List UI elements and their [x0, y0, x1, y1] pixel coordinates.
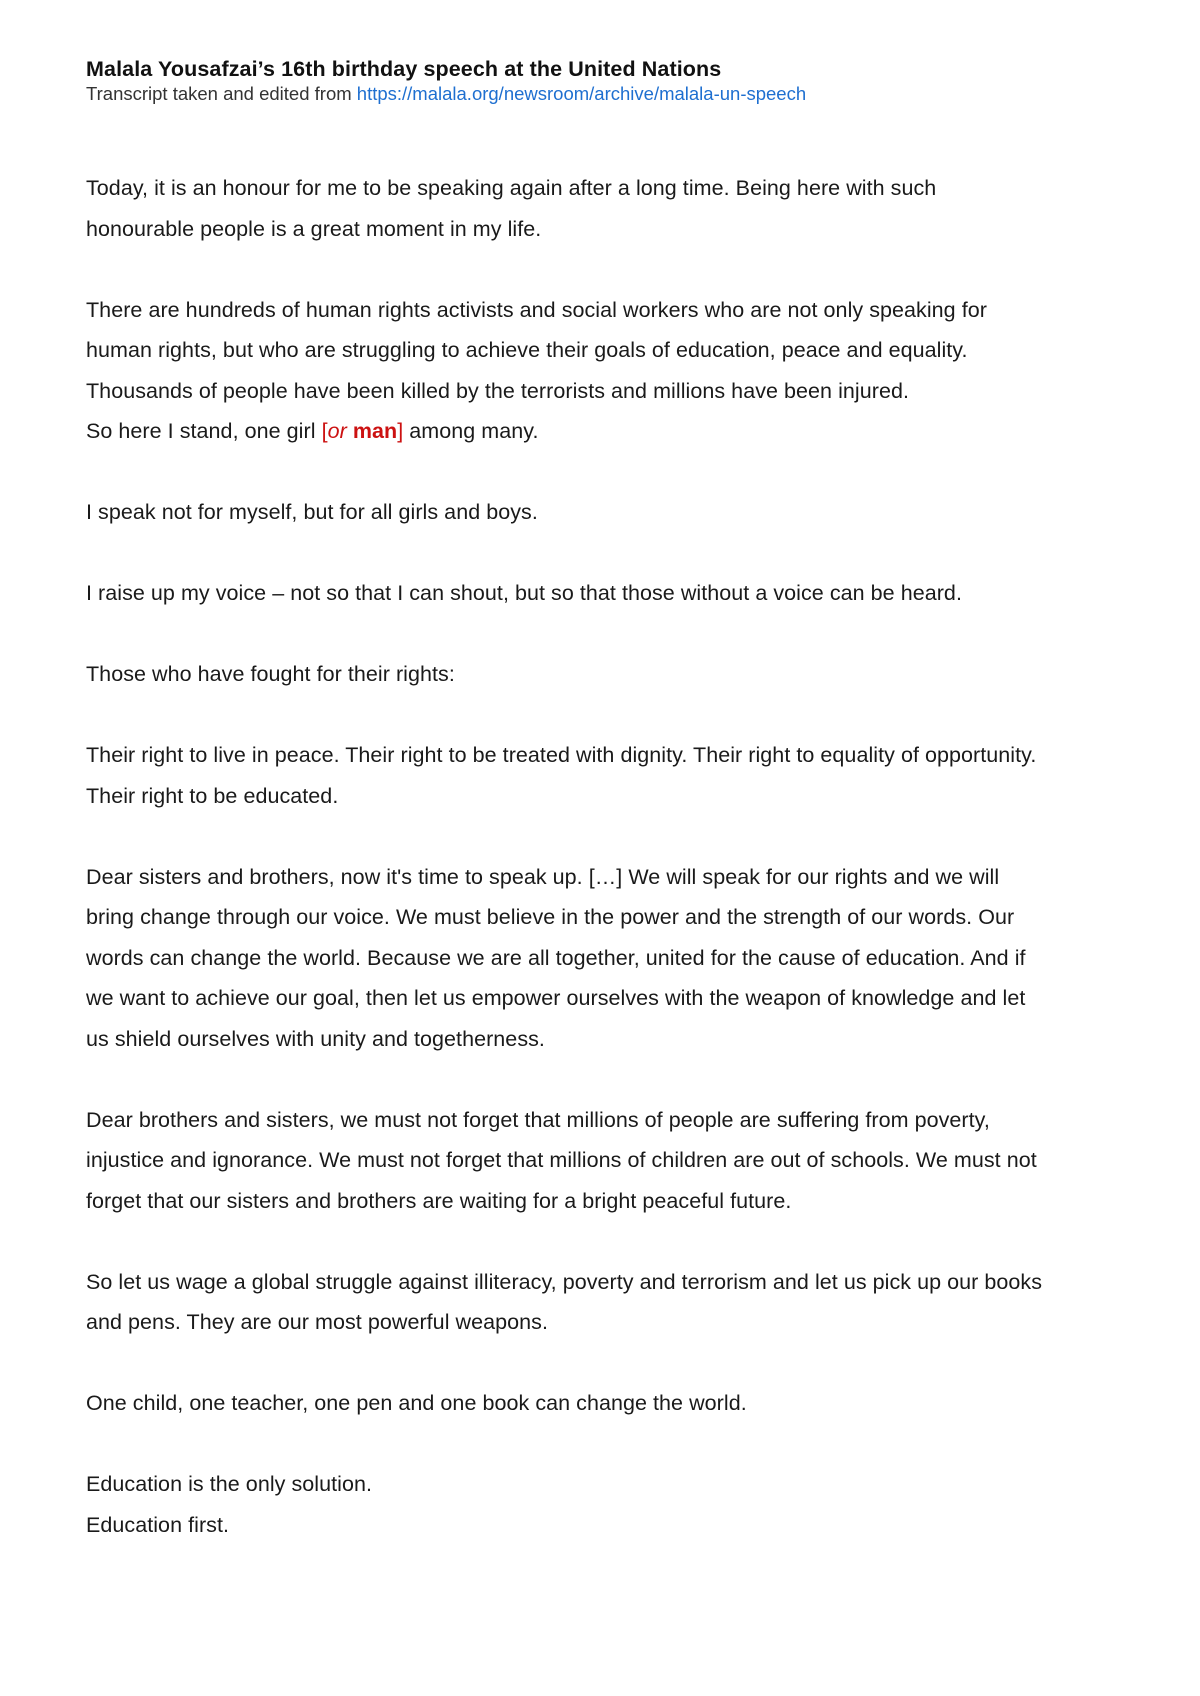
paragraph-line: Thousands of people have been killed by the terrorists and millions have been injured. — [86, 378, 909, 403]
paragraph-line: forget that our sisters and brothers are waiting for a bright peaceful future. — [86, 1188, 792, 1213]
paragraph — [86, 492, 1146, 533]
document-page — [86, 56, 1146, 1586]
paragraph — [86, 735, 1146, 816]
paragraph-line: Their right to be educated. — [86, 783, 339, 808]
paragraph-line: Education is the only solution. — [86, 1472, 373, 1496]
speech-body — [86, 168, 1146, 1545]
paragraph-line: Dear brothers and sisters, we must not forget that millions of people are suffering from poverty, — [86, 1107, 990, 1132]
paragraph-line: human rights, but who are struggling to achieve their goals of education, peace and equality. — [86, 338, 968, 362]
paragraph-line: we want to achieve our goal, then let us empower ourselves with the weapon of knowledge and let — [86, 986, 1026, 1010]
paragraph-line: bring change through our voice. We must believe in the power and the strength of our words. Our — [86, 905, 1015, 929]
paragraph-line: us shield ourselves with unity and togetherness. — [86, 1026, 545, 1051]
paragraph — [86, 1100, 1146, 1222]
paragraph-line: Their right to live in peace. Their right to be treated with dignity. Their right to equality of opportunity. — [86, 743, 1037, 767]
annotated-line — [86, 411, 1146, 452]
paragraph-line: I raise up my voice – not so that I can shout, but so that those without a voice can be heard. — [86, 581, 962, 605]
source-link[interactable]: https://malala.org/newsroom/archive/malala-un-speech — [356, 83, 807, 104]
paragraph-line: One child, one teacher, one pen and one book can change the world. — [86, 1391, 747, 1415]
annotation-or: or — [327, 419, 347, 443]
paragraph-line: injustice and ignorance. We must not forget that millions of children are out of schools. We must not — [86, 1148, 1037, 1172]
paragraph-line: and pens. They are our most powerful weapons. — [86, 1310, 548, 1334]
paragraph — [86, 1262, 1146, 1343]
paragraph — [86, 168, 1146, 249]
paragraph-line: Those who have fought for their rights: — [86, 662, 455, 686]
editor-annotation — [322, 419, 404, 443]
document-title: Malala Yousafzai’s 16th birthday speech at the United Nations — [86, 57, 722, 81]
paragraph — [86, 1464, 1146, 1545]
paragraph-line: There are hundreds of human rights activists and social workers who are not only speaking for — [86, 297, 987, 322]
paragraph — [86, 857, 1146, 1060]
annotation-man: man — [346, 419, 398, 443]
paragraph-line: I speak not for myself, but for all girls and boys. — [86, 500, 538, 524]
paragraph — [86, 290, 1146, 452]
paragraph-line: honourable people is a great moment in my life. — [86, 216, 542, 241]
paragraph — [86, 1383, 1146, 1424]
subtitle-prefix: Transcript taken and edited from — [86, 83, 357, 104]
paragraph-line: So let us wage a global struggle against illiteracy, poverty and terrorism and let us pick up our books — [86, 1269, 1043, 1294]
paragraph-line: words can change the world. Because we are all together, united for the cause of education. And if — [86, 945, 1026, 970]
document-subtitle — [86, 83, 1146, 105]
annotation-open-bracket: [ — [321, 419, 328, 443]
annotated-line-before: So here I stand, one girl — [86, 419, 322, 443]
annotation-close-bracket: ] — [397, 419, 404, 443]
paragraph-line: Education first. — [86, 1512, 230, 1537]
paragraph-line: Today, it is an honour for me to be speaking again after a long time. Being here with such — [86, 176, 937, 200]
paragraph — [86, 654, 1146, 695]
annotated-line-after: among many. — [403, 419, 539, 443]
paragraph — [86, 573, 1146, 614]
paragraph-line: Dear sisters and brothers, now it's time to speak up. […] We will speak for our rights and we will — [86, 864, 1000, 889]
